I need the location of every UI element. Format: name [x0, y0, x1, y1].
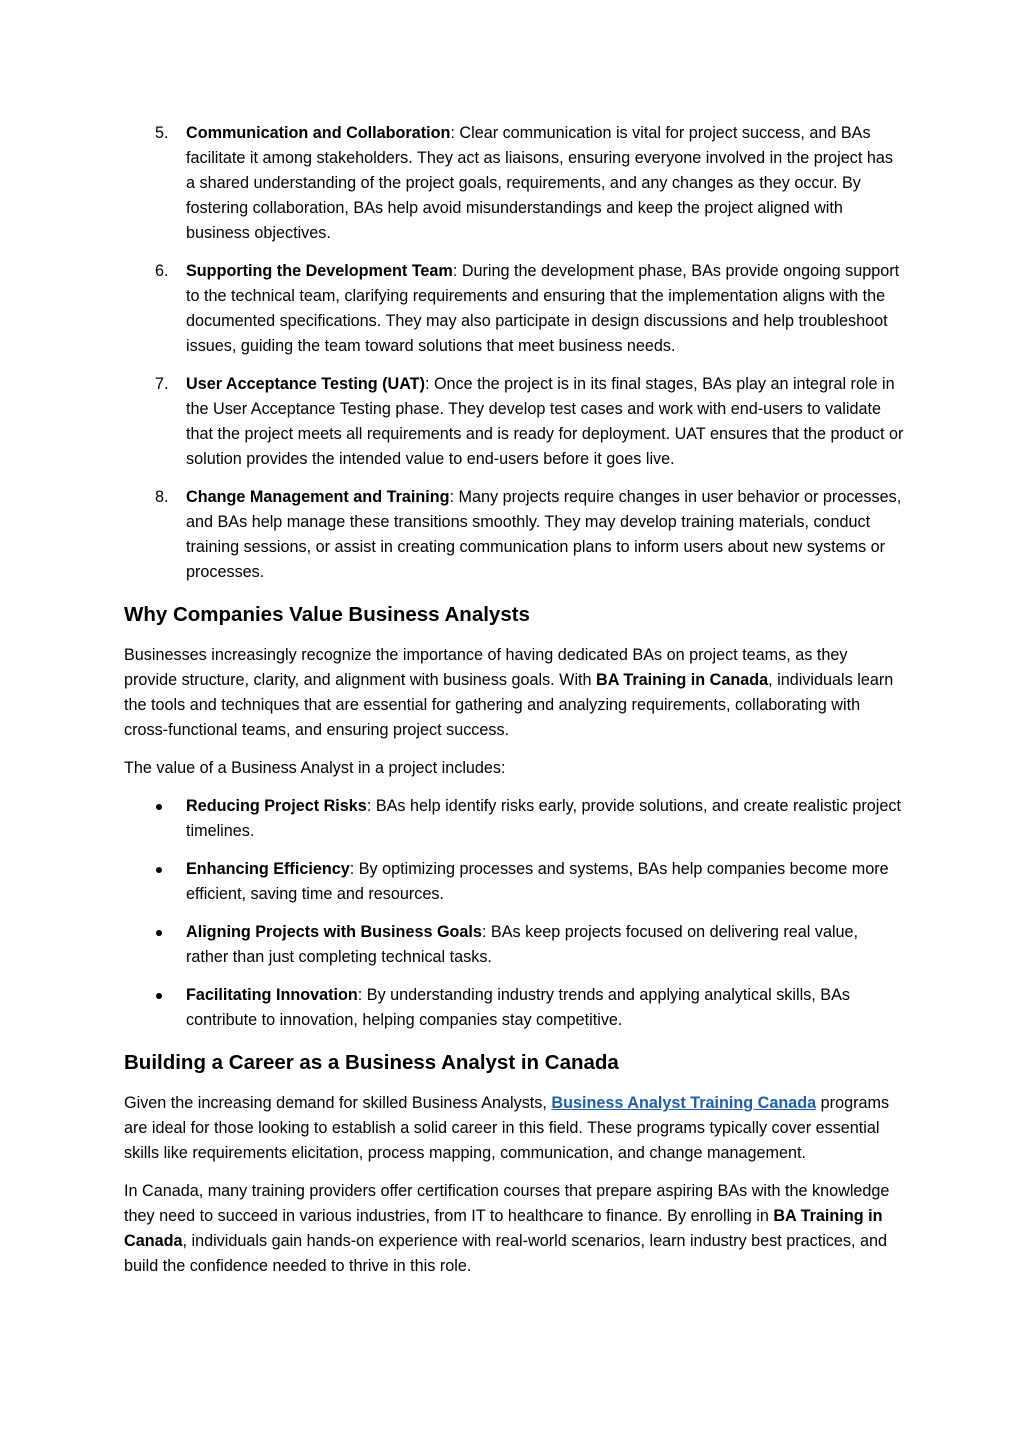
item-text: : BAs keep projects focused on delivering real value, rather than just completing technical tasks. — [186, 923, 859, 966]
text-run: , individuals learn the tools and techniques that are essential for gathering and analyzing requirements, collaborating with cross-functional teams, and ensuring project success. — [124, 671, 894, 739]
list-item — [124, 259, 904, 359]
item-text: : Once the project is in its final stages, BAs play an integral role in the User Acceptance Testing phase. They develop test cases and work with end-users to validate that the project meets all requirements and is ready for deployment. UAT ensures that the product or solution provides the intended value to end-users before it goes live. — [186, 375, 904, 468]
text-run: In Canada, many training providers offer certification courses that prepare aspiring BAs with the knowledge they need to succeed in various industries, from IT to healthcare to finance. By enrolling in — [124, 1182, 890, 1225]
bold-text: BA Training in Canada — [596, 671, 769, 689]
item-text: : Clear communication is vital for project success, and BAs facilitate it among stakeholders. They act as liaisons, ensuring everyone involved in the project has a shared understanding of the project goals, requirements, and any changes as they occur. By fostering collaboration, BAs help avoid misunderstandings and keep the project aligned with business objectives. — [186, 124, 893, 242]
item-title: Change Management and Training — [186, 488, 450, 506]
item-title: Supporting the Development Team — [186, 262, 453, 280]
list-item — [124, 485, 904, 585]
text-run: Given the increasing demand for skilled Business Analysts, — [124, 1094, 552, 1112]
bullet-list — [124, 794, 904, 1033]
paragraph — [124, 1091, 904, 1166]
document-content — [124, 121, 904, 1292]
list-item — [124, 857, 904, 907]
item-title: User Acceptance Testing (UAT) — [186, 375, 425, 393]
item-title: Facilitating Innovation — [186, 986, 358, 1004]
text-run: , individuals gain hands-on experience with real-world scenarios, learn industry best practices, and build the confidence needed to thrive in this role. — [124, 1232, 888, 1275]
item-text: : By optimizing processes and systems, BAs help companies become more efficient, saving time and resources. — [186, 860, 889, 903]
item-text: : By understanding industry trends and applying analytical skills, BAs contribute to innovation, helping companies stay competitive. — [186, 986, 850, 1029]
list-number: 6. — [155, 262, 169, 280]
bullet-icon — [156, 804, 162, 810]
bold-text: BA Training in Canada — [124, 1207, 883, 1250]
text-run: Businesses increasingly recognize the importance of having dedicated BAs on project teams, as they provide structure, clarity, and alignment with business goals. With — [124, 646, 848, 689]
list-number: 8. — [155, 488, 169, 506]
bullet-icon — [156, 993, 162, 999]
list-item — [124, 794, 904, 844]
bullet-icon — [156, 867, 162, 873]
list-item — [124, 983, 904, 1033]
bullet-icon — [156, 930, 162, 936]
paragraph — [124, 1179, 904, 1279]
item-text: : Many projects require changes in user behavior or processes, and BAs help manage these transitions smoothly. They may develop training materials, conduct training sessions, or assist in creating communication plans to inform users about new systems or processes. — [186, 488, 902, 581]
list-item — [124, 121, 904, 246]
item-title: Enhancing Efficiency — [186, 860, 350, 878]
numbered-list — [124, 121, 904, 585]
section-heading-career: Building a Career as a Business Analyst in Canada — [124, 1051, 619, 1074]
paragraph — [124, 643, 904, 743]
item-text: : During the development phase, BAs provide ongoing support to the technical team, clarifying requirements and ensuring that the implementation aligns with the documented specifications. They may also participate in design discussions and help troubleshoot issues, guiding the team toward solutions that meet business needs. — [186, 262, 900, 355]
item-title: Reducing Project Risks — [186, 797, 367, 815]
list-number: 5. — [155, 124, 169, 142]
item-title: Communication and Collaboration — [186, 124, 451, 142]
text-run: programs are ideal for those looking to establish a solid career in this field. These programs typically cover essential skills like requirements elicitation, process mapping, communication, and change management. — [124, 1094, 890, 1162]
list-item — [124, 920, 904, 970]
item-title: Aligning Projects with Business Goals — [186, 923, 482, 941]
training-link[interactable]: Business Analyst Training Canada — [551, 1094, 817, 1112]
list-number: 7. — [155, 375, 169, 393]
section-heading-why-value: Why Companies Value Business Analysts — [124, 603, 530, 626]
item-text: : BAs help identify risks early, provide solutions, and create realistic project timelines. — [186, 797, 901, 840]
list-item — [124, 372, 904, 472]
paragraph: The value of a Business Analyst in a project includes: — [124, 759, 506, 777]
